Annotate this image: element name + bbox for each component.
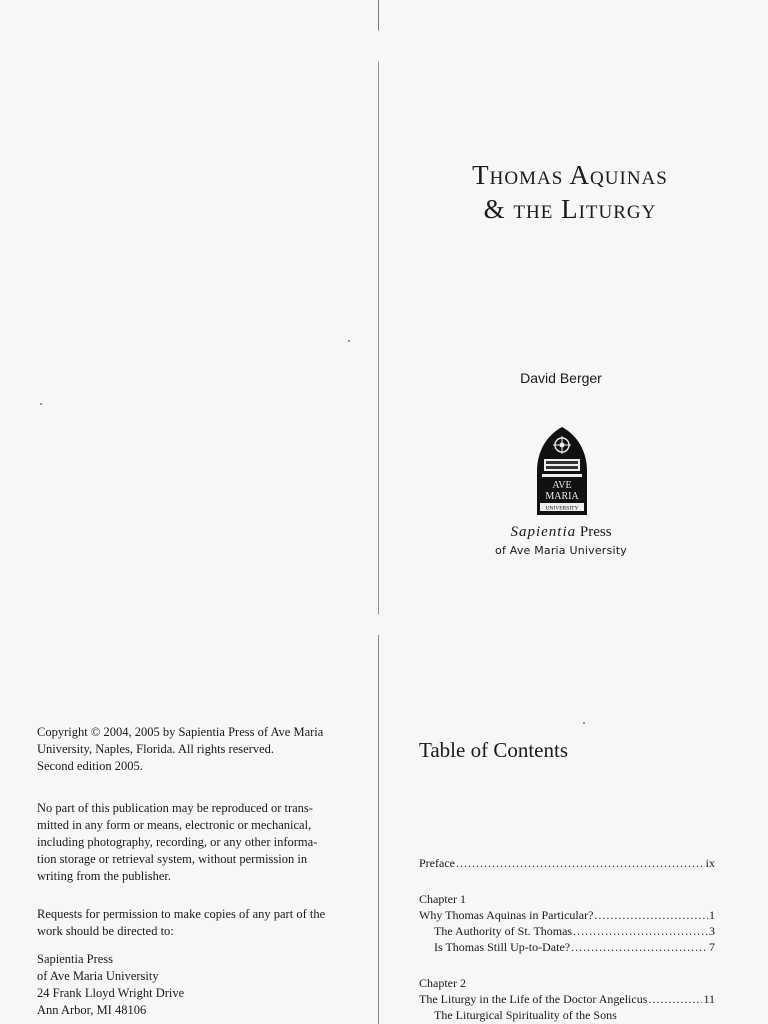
toc-heading: Table of Contents [419,738,568,762]
toc-page-number: 1 [709,908,715,922]
logo-text-ave: AVE [552,480,572,491]
rights-line: tion storage or retrieval system, without permission in [37,852,308,866]
toc-page-number: 3 [709,924,715,938]
toc-leader-dots [573,923,708,939]
copyright-line: Copyright © 2004, 2005 by Sapientia Press of Ave Maria [37,725,324,739]
toc-entry-label: Is Thomas Still Up-to-Date? [434,940,571,954]
address-line: 24 Frank Lloyd Wright Drive [37,986,185,1000]
toc-leader-dots [594,907,708,923]
speck [583,722,585,724]
rights-line: writing from the publisher. [37,869,172,883]
permission-line: work should be directed to: [37,924,174,938]
toc-leader-dots [648,991,702,1007]
publisher-affiliation: of Ave Maria University [495,544,627,557]
toc-page-number: ix [705,856,715,870]
toc-entry-section [419,1007,715,1023]
toc-leader-dots [571,939,708,955]
toc-chapter-heading: Chapter 2 [419,976,466,990]
title-line-2: & the Liturgy [483,194,657,224]
address-line: of Ave Maria University [37,969,159,983]
copyright-notice [37,724,342,775]
toc-page-number: 11 [703,992,715,1006]
title-line-1: Thomas Aquinas [472,160,668,190]
toc-entry-label: The Liturgy in the Life of the Doctor Angelicus [419,992,648,1006]
author-name: David Berger [520,370,602,386]
speck [348,340,350,342]
address-line: Sapientia Press [37,952,114,966]
toc-entry-section [419,923,715,939]
rights-line: including photography, recording, or any other informa- [37,835,318,849]
rights-line: No part of this publication may be reproduced or trans- [37,801,313,815]
toc-entry-chapter-1 [419,907,715,923]
publisher-address [37,951,342,1019]
toc-entry-label: The Authority of St. Thomas [434,924,573,938]
toc-leader-dots [456,855,705,871]
permission-line: Requests for permission to make copies of any part of the [37,907,326,921]
copyright-line: University, Naples, Florida. All rights reserved. [37,742,274,756]
table-of-contents [419,855,715,1023]
publisher-imprint [380,524,742,557]
publisher-name-press: Press [579,524,612,540]
logo-text-university: UNIVERSITY [545,505,579,512]
logo-text-maria: MARIA [545,491,579,502]
toc-entry-chapter-2 [419,991,715,1007]
copyright-line: Second edition 2005. [37,759,143,773]
toc-entry-section [419,939,715,955]
page-gutter [378,0,379,1024]
toc-chapter-heading: Chapter 1 [419,892,466,906]
toc-entry-label: Why Thomas Aquinas in Particular? [419,908,594,922]
rights-line: mitted in any form or means, electronic or mechanical, [37,818,312,832]
speck [40,403,42,405]
publisher-name-italic: Sapientia [510,524,577,540]
toc-entry-preface [419,855,715,871]
rights-statement [37,800,342,885]
toc-entry-label: Preface [419,856,455,870]
permission-request [37,906,342,940]
ave-maria-university-crest-icon [531,425,593,517]
address-line: Ann Arbor, MI 48106 [37,1003,147,1017]
book-title [380,158,760,226]
toc-page-number: 7 [709,940,715,954]
toc-entry-label: The Liturgical Spirituality of the Sons [434,1008,617,1022]
